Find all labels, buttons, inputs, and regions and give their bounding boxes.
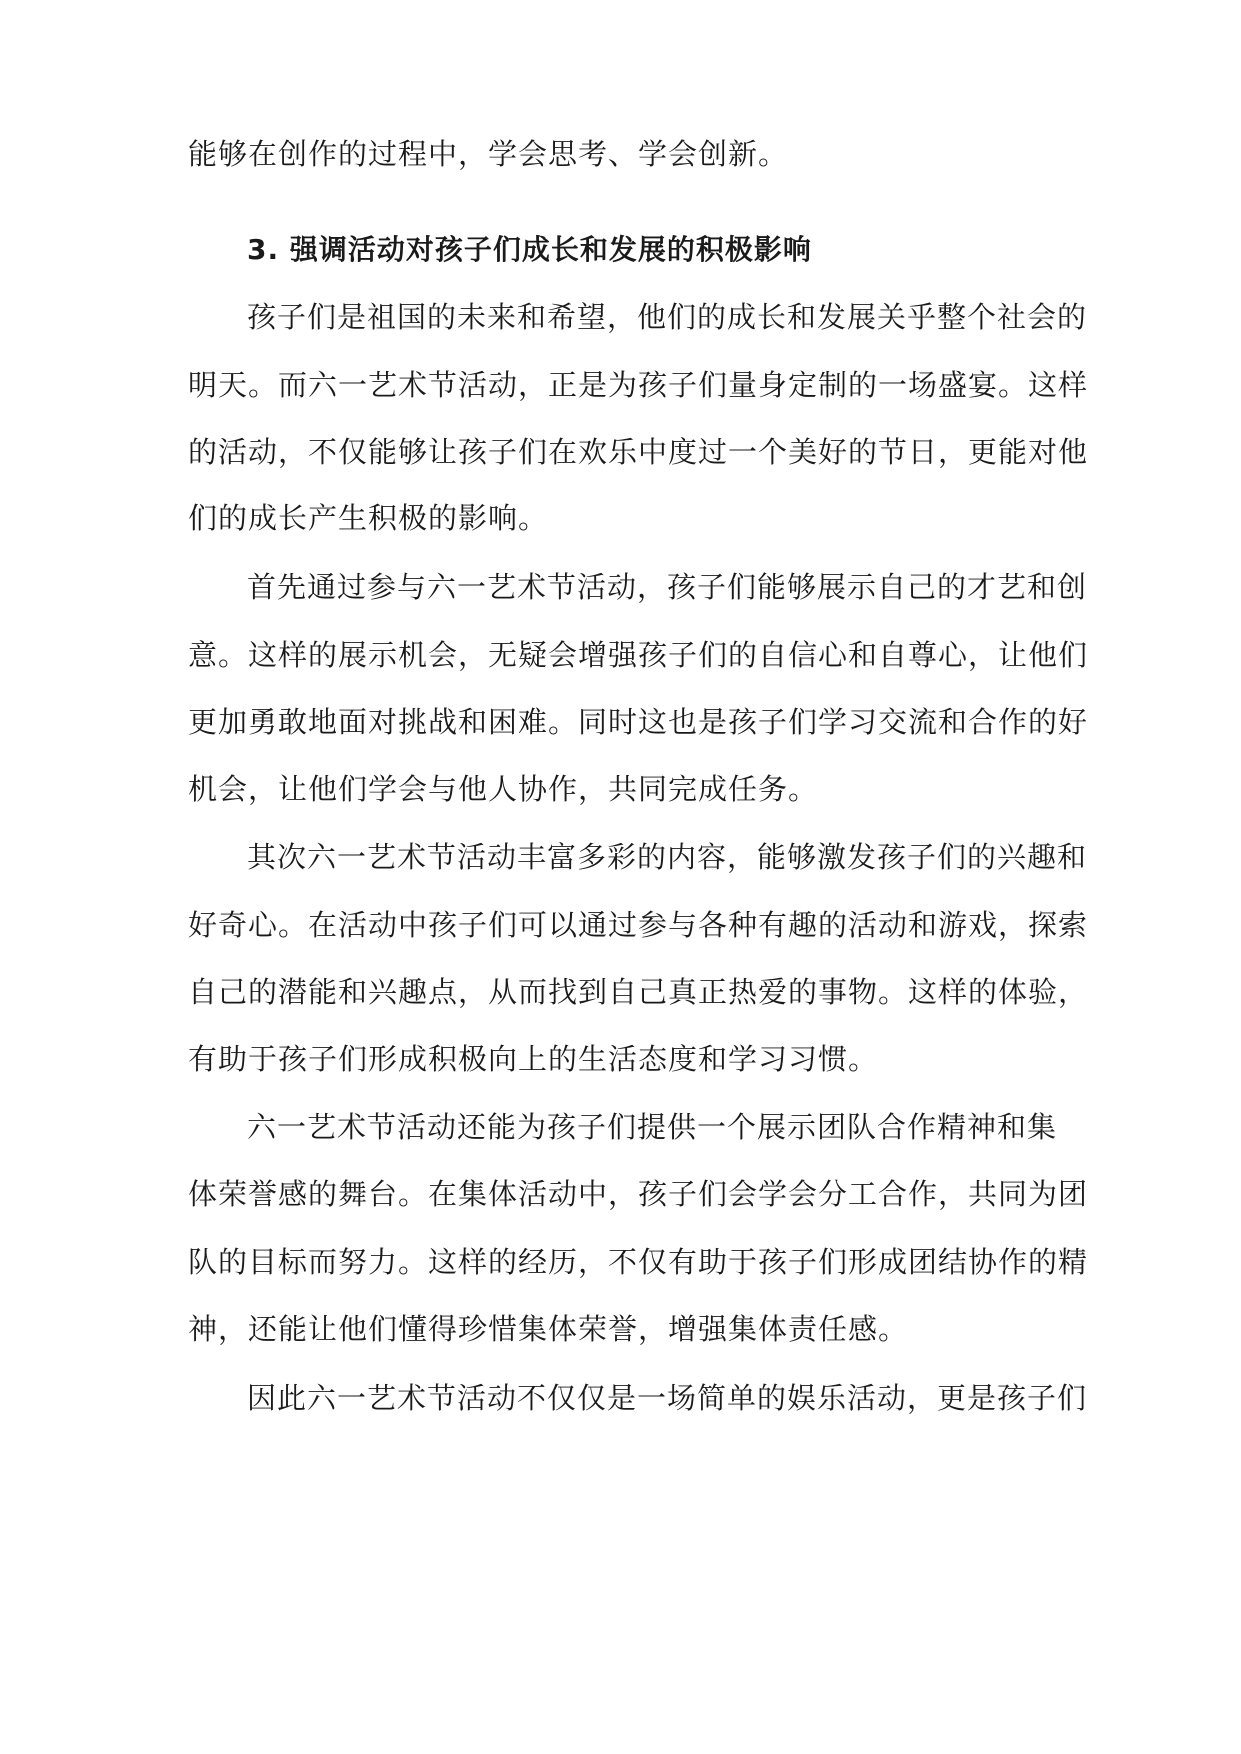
- paragraph-line: 更加勇敢地面对挑战和困难。同时这也是孩子们学习交流和合作的好: [188, 705, 1089, 739]
- paragraph-line: 能够在创作的过程中，学会思考、学会创新。: [188, 137, 789, 171]
- paragraph-line: 因此六一艺术节活动不仅仅是一场简单的娱乐活动，更是孩子们: [247, 1381, 1088, 1415]
- paragraph-line: 孩子们是祖国的未来和希望，他们的成长和发展关乎整个社会的: [247, 300, 1088, 334]
- paragraph-line: 自己的潜能和兴趣点，从而找到自己真正热爱的事物。这样的体验，: [188, 975, 1089, 1009]
- paragraph-line: 其次六一艺术节活动丰富多彩的内容，能够激发孩子们的兴趣和: [247, 840, 1088, 874]
- paragraph-line: 们的成长产生积极的影响。: [188, 501, 549, 535]
- paragraph-line: 有助于孩子们形成积极向上的生活态度和学习习惯。: [188, 1042, 879, 1076]
- paragraph-line: 六一艺术节活动还能为孩子们提供一个展示团队合作精神和集: [247, 1110, 1058, 1144]
- paragraph-line: 机会，让他们学会与他人协作，共同完成任务。: [188, 772, 819, 806]
- paragraph-line: 队的目标而努力。这样的经历，不仅有助于孩子们形成团结协作的精: [188, 1245, 1089, 1279]
- paragraph-line: 意。这样的展示机会，无疑会增强孩子们的自信心和自尊心，让他们: [188, 638, 1089, 672]
- paragraph-line: 神，还能让他们懂得珍惜集体荣誉，增强集体责任感。: [188, 1312, 909, 1346]
- paragraph-line: 首先通过参与六一艺术节活动，孩子们能够展示自己的才艺和创: [247, 570, 1088, 604]
- paragraph-line: 的活动，不仅能够让孩子们在欢乐中度过一个美好的节日，更能对他: [188, 435, 1089, 469]
- paragraph-line: 好奇心。在活动中孩子们可以通过参与各种有趣的活动和游戏，探索: [188, 908, 1089, 942]
- paragraph-line: 明天。而六一艺术节活动，正是为孩子们量身定制的一场盛宴。这样: [188, 368, 1089, 402]
- section-heading: 3. 强调活动对孩子们成长和发展的积极影响: [247, 233, 812, 266]
- paragraph-line: 体荣誉感的舞台。在集体活动中，孩子们会学会分工合作，共同为团: [188, 1177, 1089, 1211]
